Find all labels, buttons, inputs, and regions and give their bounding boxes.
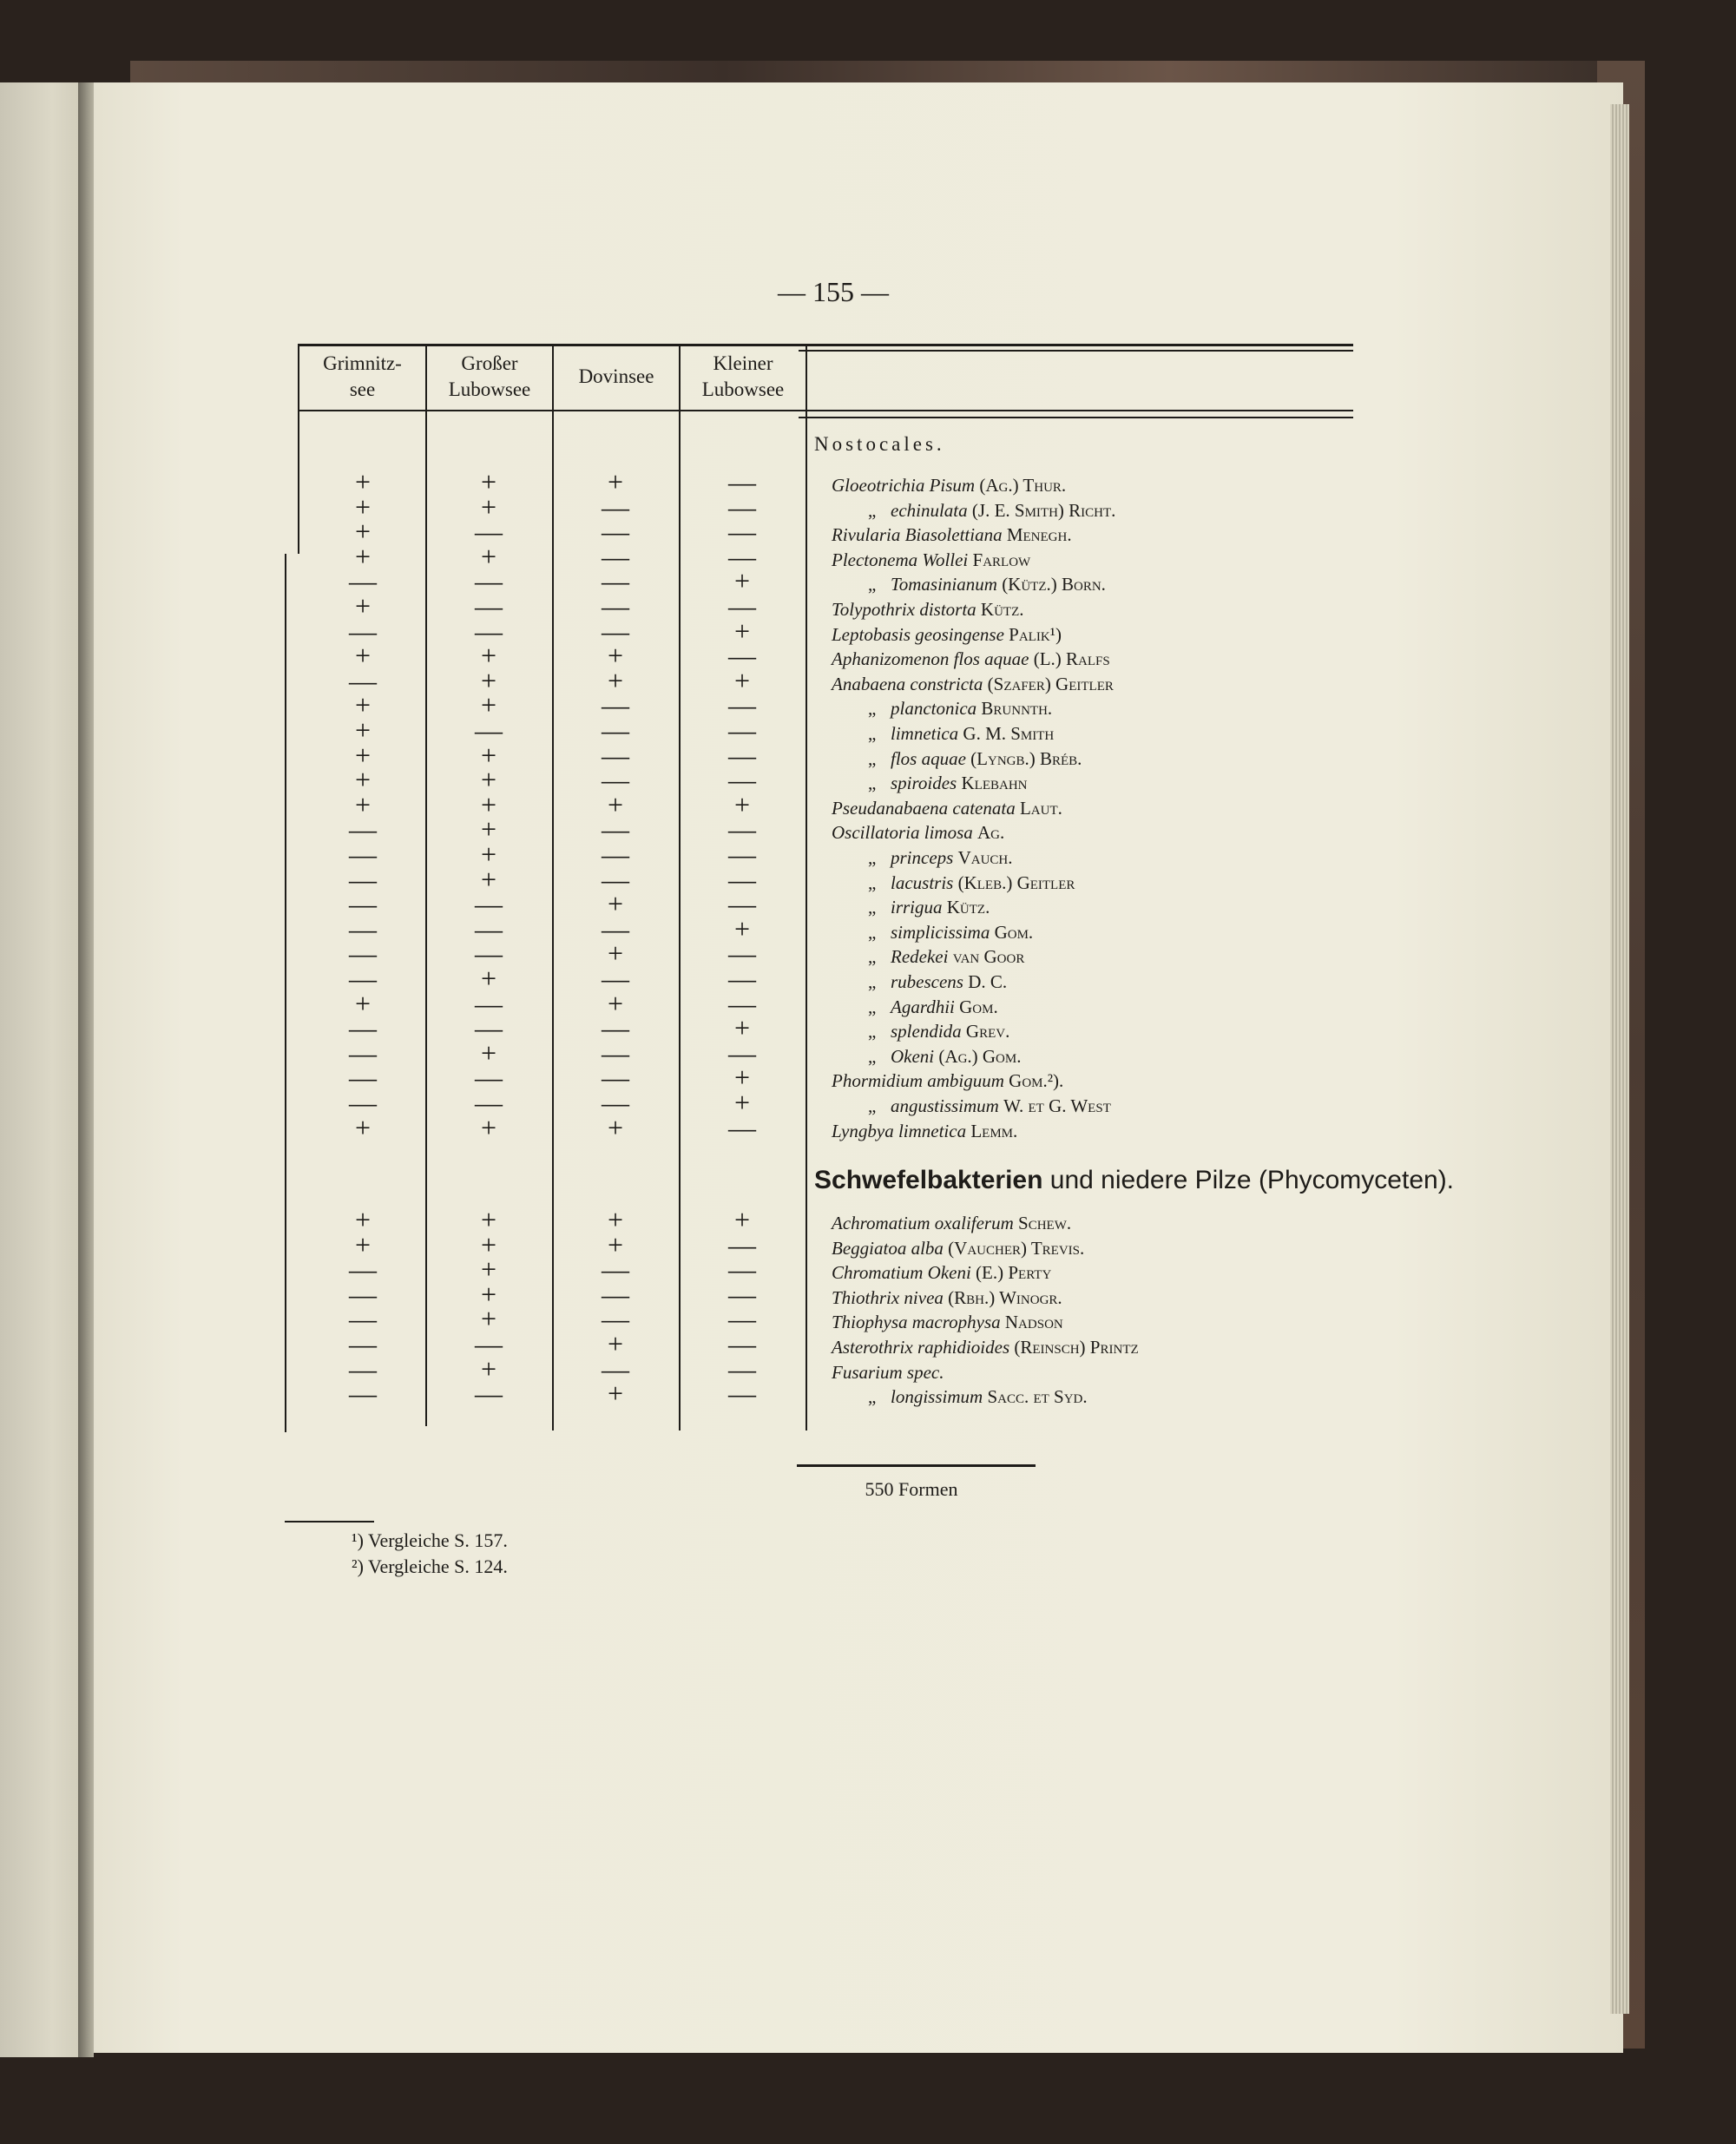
presence-mark: — — [728, 813, 756, 845]
species-name — [868, 970, 1007, 994]
species-genus: Lyngbya limnetica — [832, 1120, 967, 1141]
presence-mark: — — [475, 888, 503, 920]
presence-mark: — — [728, 1228, 756, 1260]
presence-mark: + — [607, 1328, 624, 1359]
species-name — [868, 1384, 1088, 1409]
species-name — [832, 672, 1114, 696]
presence-mark: + — [480, 1111, 497, 1143]
presence-mark: — — [728, 863, 756, 895]
presence-mark: — — [728, 963, 756, 994]
presence-mark: + — [607, 640, 624, 672]
presence-mark: — — [728, 1378, 756, 1410]
species-genus: Plectonema Wollei — [832, 549, 969, 570]
species-genus: lacustris — [891, 871, 954, 893]
presence-mark: — — [728, 839, 756, 870]
species-name — [832, 796, 1062, 820]
presence-mark: — — [349, 1278, 377, 1310]
presence-mark: + — [480, 788, 497, 820]
presence-mark: — — [349, 1036, 377, 1069]
presence-mark: — — [728, 1328, 756, 1359]
presence-mark: + — [354, 516, 372, 548]
species-name — [868, 1019, 1009, 1043]
presence-mark: — — [349, 615, 377, 647]
species-author: Menegh. — [1006, 524, 1072, 546]
species-name — [832, 1260, 1051, 1285]
left-page-edge — [0, 82, 87, 2057]
presence-mark: — — [602, 689, 629, 721]
page-number: — 155 — — [778, 276, 889, 307]
presence-mark: — — [349, 565, 377, 597]
presence-mark: + — [354, 788, 372, 820]
section-title-schwefelbakterien — [814, 1166, 1454, 1195]
presence-mark: + — [354, 490, 372, 523]
species-author: Nadson — [1004, 1312, 1063, 1333]
species-name — [832, 1310, 1063, 1334]
species-name — [868, 771, 1027, 795]
species-genus: Fusarium spec. — [832, 1361, 944, 1383]
presence-mark: + — [733, 615, 751, 647]
presence-mark: + — [480, 1303, 497, 1335]
presence-mark: + — [607, 466, 624, 497]
ditto-mark: „ — [868, 946, 877, 968]
presence-mark: — — [728, 1253, 756, 1286]
ditto-mark: „ — [868, 499, 877, 521]
table-header-rule-2 — [799, 417, 1353, 418]
presence-mark: — — [728, 590, 756, 621]
ditto-mark: „ — [868, 996, 877, 1017]
presence-mark: + — [480, 490, 497, 523]
species-name — [832, 548, 1030, 572]
presence-mark: — — [475, 987, 503, 1019]
species-author: Lemm. — [970, 1120, 1018, 1141]
presence-mark: + — [354, 1111, 372, 1143]
presence-mark: — — [602, 1278, 629, 1310]
species-genus: Pseudanabaena catenata — [832, 797, 1016, 819]
presence-mark: — — [602, 912, 629, 944]
species-author: Brunnth. — [981, 698, 1053, 720]
presence-mark: + — [354, 1228, 372, 1260]
species-author: Sacc. et Syd. — [987, 1386, 1088, 1408]
species-author: Gom.²). — [1009, 1070, 1064, 1092]
presence-mark: + — [607, 937, 624, 970]
presence-mark: — — [475, 615, 503, 647]
species-author: Palik¹) — [1009, 623, 1062, 645]
presence-mark: — — [602, 615, 629, 647]
species-name — [832, 473, 1066, 497]
presence-mark: + — [354, 540, 372, 572]
presence-mark: + — [607, 987, 624, 1019]
presence-mark: — — [602, 1352, 629, 1384]
species-author: (J. E. Smith) Richt. — [971, 499, 1116, 521]
species-name — [832, 1286, 1062, 1310]
species-genus: flos aquae — [891, 747, 966, 769]
presence-mark: — — [349, 1328, 377, 1359]
presence-mark: — — [475, 912, 503, 944]
species-genus: longissimum — [891, 1386, 983, 1408]
presence-mark: — — [602, 565, 629, 597]
presence-mark: — — [349, 1303, 377, 1335]
presence-mark: + — [607, 888, 624, 920]
species-author: (Vaucher) Trevis. — [948, 1237, 1085, 1259]
ditto-mark: „ — [868, 698, 877, 720]
species-author: Vauch. — [957, 847, 1013, 868]
presence-mark: — — [475, 937, 503, 970]
species-name — [832, 523, 1072, 547]
species-name — [832, 1360, 944, 1384]
species-genus: Asterothrix raphidioides — [832, 1337, 1010, 1358]
presence-mark: + — [480, 963, 497, 994]
species-name — [868, 895, 990, 919]
presence-mark: — — [728, 987, 756, 1019]
species-name — [868, 944, 1024, 969]
presence-mark: — — [602, 590, 629, 621]
ditto-mark: „ — [868, 773, 877, 794]
presence-mark: — — [349, 1062, 377, 1094]
footnote-2: ²) Vergleiche S. 124. — [352, 1555, 508, 1577]
presence-mark: — — [728, 1352, 756, 1384]
table-vline-6 — [285, 554, 286, 1432]
footnote-rule — [285, 1521, 374, 1523]
presence-mark: + — [607, 1228, 624, 1260]
species-genus: Redekei — [891, 946, 949, 968]
table-vline-2 — [425, 345, 427, 1426]
species-genus: planctonica — [891, 698, 977, 720]
species-author: Farlow — [972, 549, 1031, 570]
ditto-mark: „ — [868, 921, 877, 943]
presence-mark: — — [349, 963, 377, 994]
presence-mark: — — [728, 714, 756, 746]
species-genus: Aphanizomenon flos aquae — [832, 648, 1029, 670]
presence-mark: — — [349, 937, 377, 970]
presence-mark: — — [349, 1253, 377, 1286]
presence-mark: + — [733, 1062, 751, 1094]
presence-mark: + — [733, 664, 751, 696]
section-title-bold: Schwefelbakterien — [814, 1166, 1043, 1194]
presence-mark: — — [349, 1087, 377, 1118]
presence-mark: — — [728, 937, 756, 970]
species-genus: Achromatium oxaliferum — [832, 1213, 1014, 1233]
table-vline-4 — [679, 345, 681, 1430]
species-genus: limnetica — [891, 723, 959, 744]
presence-mark: — — [475, 1087, 503, 1118]
presence-mark: + — [733, 565, 751, 597]
page-stack-edge — [1610, 104, 1629, 2014]
species-author: Laut. — [1019, 797, 1062, 819]
species-author: (Ag.) Thur. — [979, 475, 1067, 496]
species-genus: Phormidium ambiguum — [832, 1070, 1004, 1092]
presence-mark: — — [602, 516, 629, 548]
species-genus: Thiophysa macrophysa — [832, 1312, 1001, 1333]
species-genus: Chromatium Okeni — [832, 1262, 971, 1284]
species-genus: princeps — [891, 847, 954, 868]
table-header-rule — [298, 410, 1353, 411]
species-name — [868, 1094, 1111, 1118]
presence-mark: — — [349, 912, 377, 944]
ditto-mark: „ — [868, 1045, 877, 1067]
species-author: (Ag.) Gom. — [938, 1045, 1022, 1067]
species-name — [832, 647, 1110, 671]
ditto-mark: „ — [868, 1386, 877, 1408]
presence-mark: + — [607, 1378, 624, 1410]
species-author: (Kütz.) Born. — [1002, 574, 1106, 595]
species-genus: Beggiatoa alba — [832, 1237, 944, 1259]
presence-mark: — — [602, 1253, 629, 1286]
ditto-mark: „ — [868, 723, 877, 744]
presence-mark: — — [349, 1352, 377, 1384]
presence-mark: + — [480, 689, 497, 721]
column-header-kleiner-lubowsee: Kleiner Lubowsee — [701, 352, 785, 400]
presence-mark: — — [475, 590, 503, 621]
presence-mark: — — [475, 565, 503, 597]
species-name — [832, 1335, 1139, 1359]
ditto-mark: „ — [868, 1095, 877, 1116]
species-genus: angustissimum — [891, 1095, 999, 1116]
species-genus: Thiothrix nivea — [832, 1286, 944, 1308]
presence-mark: — — [349, 839, 377, 870]
presence-mark: — — [475, 714, 503, 746]
species-author: Klebahn — [961, 773, 1028, 794]
presence-mark: + — [607, 1204, 624, 1235]
presence-mark: — — [602, 963, 629, 994]
species-author: (E.) Perty — [976, 1262, 1052, 1284]
presence-mark: — — [728, 516, 756, 548]
column-header-grimnitzsee: Grimnitz- see — [323, 352, 402, 400]
presence-mark: + — [733, 1087, 751, 1118]
presence-mark: + — [354, 689, 372, 721]
table-top-rule-2 — [799, 350, 1353, 352]
presence-mark: + — [480, 1204, 497, 1235]
presence-mark: + — [480, 664, 497, 696]
species-genus: rubescens — [891, 971, 963, 992]
species-name — [832, 597, 1024, 621]
table-vline-5 — [806, 345, 807, 1430]
total-rule — [797, 1464, 1036, 1467]
presence-mark: — — [728, 1111, 756, 1143]
species-author: D. C. — [968, 971, 1008, 992]
species-name — [868, 995, 998, 1019]
book-gutter — [78, 82, 94, 2057]
presence-mark: — — [602, 739, 629, 771]
presence-mark: + — [480, 739, 497, 771]
presence-mark: — — [602, 714, 629, 746]
section-title-rest: und niedere Pilze (Phycomyceten). — [1049, 1166, 1455, 1194]
species-author: (Kleb.) Geitler — [957, 871, 1075, 893]
section-title-nostocales: Nostocales. — [814, 433, 945, 455]
presence-mark: + — [480, 1036, 497, 1069]
species-author: Schew. — [1018, 1213, 1072, 1233]
species-genus: splendida — [891, 1021, 962, 1042]
presence-mark: — — [475, 1378, 503, 1410]
species-name — [832, 622, 1062, 647]
presence-mark: — — [602, 1012, 629, 1044]
ditto-mark: „ — [868, 871, 877, 893]
presence-mark: + — [733, 1204, 751, 1235]
presence-mark: + — [354, 640, 372, 672]
presence-mark: — — [349, 1012, 377, 1044]
species-author: Kütz. — [980, 599, 1024, 620]
presence-mark: + — [354, 764, 372, 796]
presence-mark: + — [733, 788, 751, 820]
species-name — [832, 1236, 1084, 1260]
presence-mark: + — [354, 1204, 372, 1235]
table-vline-3 — [552, 345, 554, 1430]
ditto-mark: „ — [868, 847, 877, 868]
presence-mark: — — [475, 1062, 503, 1094]
column-header-dovinsee: Dovinsee — [578, 365, 654, 387]
presence-mark: + — [480, 1278, 497, 1310]
species-author: G. M. Smith — [963, 723, 1055, 744]
presence-mark: + — [480, 813, 497, 845]
presence-mark: — — [602, 1036, 629, 1069]
presence-mark: — — [728, 1278, 756, 1310]
presence-mark: + — [480, 640, 497, 672]
presence-mark: + — [733, 912, 751, 944]
presence-mark: — — [602, 1087, 629, 1118]
ditto-mark: „ — [868, 971, 877, 992]
species-genus: echinulata — [891, 499, 968, 521]
species-author: Grev. — [965, 1021, 1010, 1042]
species-name — [868, 696, 1052, 720]
presence-mark: — — [349, 863, 377, 895]
presence-mark: — — [602, 813, 629, 845]
presence-mark: — — [349, 813, 377, 845]
species-name — [868, 498, 1115, 523]
presence-mark: — — [602, 863, 629, 895]
species-author: W. et G. West — [1003, 1095, 1111, 1116]
species-genus: Tomasinianum — [891, 574, 997, 595]
presence-mark: — — [602, 764, 629, 796]
presence-mark: — — [602, 1062, 629, 1094]
species-name — [868, 721, 1054, 746]
species-name — [832, 1069, 1063, 1093]
presence-mark: + — [480, 466, 497, 497]
column-header-grosser-lubowsee: Großer Lubowsee — [448, 352, 531, 400]
presence-mark: + — [354, 987, 372, 1019]
presence-mark: — — [602, 490, 629, 523]
species-name — [832, 820, 1004, 845]
presence-mark: — — [475, 516, 503, 548]
presence-mark: + — [480, 1253, 497, 1286]
presence-mark: + — [607, 788, 624, 820]
presence-mark: + — [480, 1352, 497, 1384]
species-name — [832, 1211, 1071, 1235]
presence-mark: — — [728, 540, 756, 572]
species-name — [868, 746, 1082, 771]
species-name — [868, 845, 1013, 870]
presence-mark: — — [728, 490, 756, 523]
ditto-mark: „ — [868, 897, 877, 918]
species-genus: spiroides — [891, 773, 957, 794]
presence-mark: — — [728, 1036, 756, 1069]
presence-mark: — — [475, 1328, 503, 1359]
species-author: (Lyngb.) Bréb. — [970, 747, 1082, 769]
species-name — [868, 871, 1075, 895]
presence-mark: — — [602, 540, 629, 572]
presence-mark: — — [475, 1012, 503, 1044]
presence-mark: + — [480, 764, 497, 796]
presence-mark: + — [354, 714, 372, 746]
ditto-mark: „ — [868, 574, 877, 595]
species-author: Ag. — [977, 822, 1005, 844]
species-genus: simplicissima — [891, 921, 990, 943]
ditto-mark: „ — [868, 747, 877, 769]
species-genus: Gloeotrichia Pisum — [832, 475, 976, 496]
presence-mark: — — [349, 664, 377, 696]
presence-mark: + — [607, 1111, 624, 1143]
presence-mark: — — [728, 888, 756, 920]
species-author: (Szafer) Geitler — [987, 673, 1114, 694]
species-author: Gom. — [994, 921, 1034, 943]
species-author: (Reinsch) Printz — [1014, 1337, 1139, 1358]
species-genus: Oscillatoria limosa — [832, 822, 973, 844]
presence-mark: — — [728, 640, 756, 672]
presence-mark: — — [602, 1303, 629, 1335]
footnote-1: ¹) Vergleiche S. 157. — [352, 1529, 508, 1551]
species-author: (Rbh.) Winogr. — [948, 1286, 1062, 1308]
presence-mark: + — [480, 1228, 497, 1260]
presence-mark: + — [480, 839, 497, 870]
presence-mark: + — [354, 466, 372, 497]
species-author: (L.) Ralfs — [1033, 648, 1110, 670]
presence-mark: — — [602, 839, 629, 870]
table-top-rule — [298, 344, 1353, 346]
species-genus: Rivularia Biasolettiana — [832, 524, 1003, 546]
presence-mark: + — [607, 664, 624, 696]
species-genus: Tolypothrix distorta — [832, 599, 976, 620]
presence-mark: — — [349, 1378, 377, 1410]
presence-mark: — — [728, 764, 756, 796]
species-genus: Leptobasis geosingense — [832, 623, 1004, 645]
presence-mark: — — [728, 739, 756, 771]
species-name — [868, 920, 1033, 944]
species-author: Gom. — [959, 996, 998, 1017]
presence-mark: + — [733, 1012, 751, 1044]
species-name — [868, 1044, 1021, 1069]
species-genus: Agardhii — [891, 996, 955, 1017]
species-genus: Okeni — [891, 1045, 935, 1067]
species-author: van Goor — [952, 946, 1025, 968]
ditto-mark: „ — [868, 1021, 877, 1042]
species-name — [832, 1119, 1017, 1143]
presence-mark: — — [728, 1303, 756, 1335]
presence-mark: + — [354, 739, 372, 771]
presence-mark: + — [480, 863, 497, 895]
presence-mark: — — [728, 689, 756, 721]
presence-mark: + — [354, 590, 372, 621]
total-count: 550 Formen — [865, 1478, 958, 1500]
species-author: Kütz. — [946, 897, 990, 918]
species-genus: Anabaena constricta — [832, 673, 983, 694]
species-name — [868, 572, 1106, 596]
presence-mark: + — [480, 540, 497, 572]
species-genus: irrigua — [891, 897, 943, 918]
presence-mark: — — [728, 466, 756, 497]
presence-mark: — — [349, 888, 377, 920]
